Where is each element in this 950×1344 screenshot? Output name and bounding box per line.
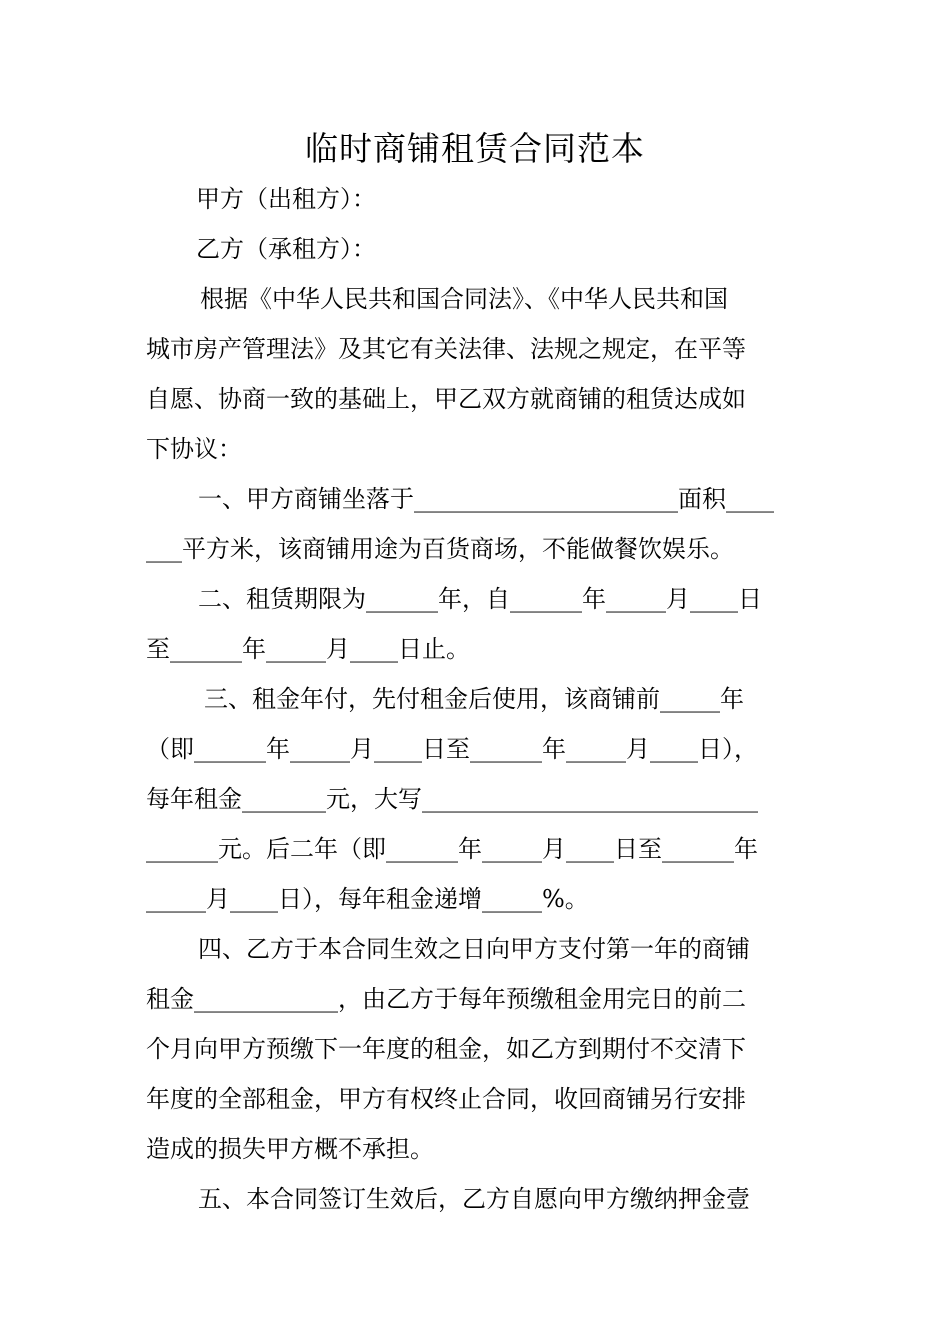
clause-3-line-4: ______元。后二年（即______年_____月____日至______年 (146, 835, 758, 863)
clause-5-line-1: 五、本合同签订生效后，乙方自愿向甲方缴纳押金壹 (198, 1185, 750, 1213)
clause-1-line-1: 一、甲方商铺坐落于______________________面积____ (198, 485, 774, 513)
clause-4-line-1: 四、乙方于本合同生效之日向甲方支付第一年的商铺 (198, 935, 750, 963)
document-title: 临时商铺租赁合同范本 (305, 129, 645, 168)
preamble-line-1: 根据《中华人民共和国合同法》、《中华人民共和国 (200, 285, 728, 313)
clause-2-line-2: 至______年_____月____日止。 (146, 635, 470, 663)
clause-1-line-2: ___平方米，该商铺用途为百货商场，不能做餐饮娱乐。 (146, 535, 734, 563)
clause-4-line-4: 年度的全部租金，甲方有权终止合同，收回商铺另行安排 (146, 1085, 746, 1113)
preamble-line-3: 自愿、协商一致的基础上，甲乙双方就商铺的租赁达成如 (146, 385, 746, 413)
clause-4-line-3: 个月向甲方预缴下一年度的租金，如乙方到期付不交清下 (146, 1035, 746, 1063)
clause-4-line-5: 造成的损失甲方概不承担。 (146, 1135, 434, 1163)
preamble-line-2: 城市房产管理法》及其它有关法律、法规之规定，在平等 (146, 335, 746, 363)
preamble-line-4: 下协议： (146, 435, 242, 463)
clause-2-line-1: 二、租赁期限为______年，自______年_____月____日 (198, 585, 762, 613)
party-b-line: 乙方（承租方）： (196, 235, 376, 263)
clause-3-line-1: 三、租金年付，先付租金后使用，该商铺前_____年 (204, 685, 744, 713)
clause-3-line-3: 每年租金_______元，大写____________________________ (146, 785, 758, 813)
clause-4-line-2: 租金____________，由乙方于每年预缴租金用完日的前二 (146, 985, 746, 1013)
clause-3-line-5: _____月____日），每年租金递增_____%。 (146, 885, 589, 913)
clause-3-line-2: （即______年_____月____日至______年_____月____日）， (146, 735, 758, 763)
party-a-line: 甲方（出租方）： (196, 185, 376, 213)
